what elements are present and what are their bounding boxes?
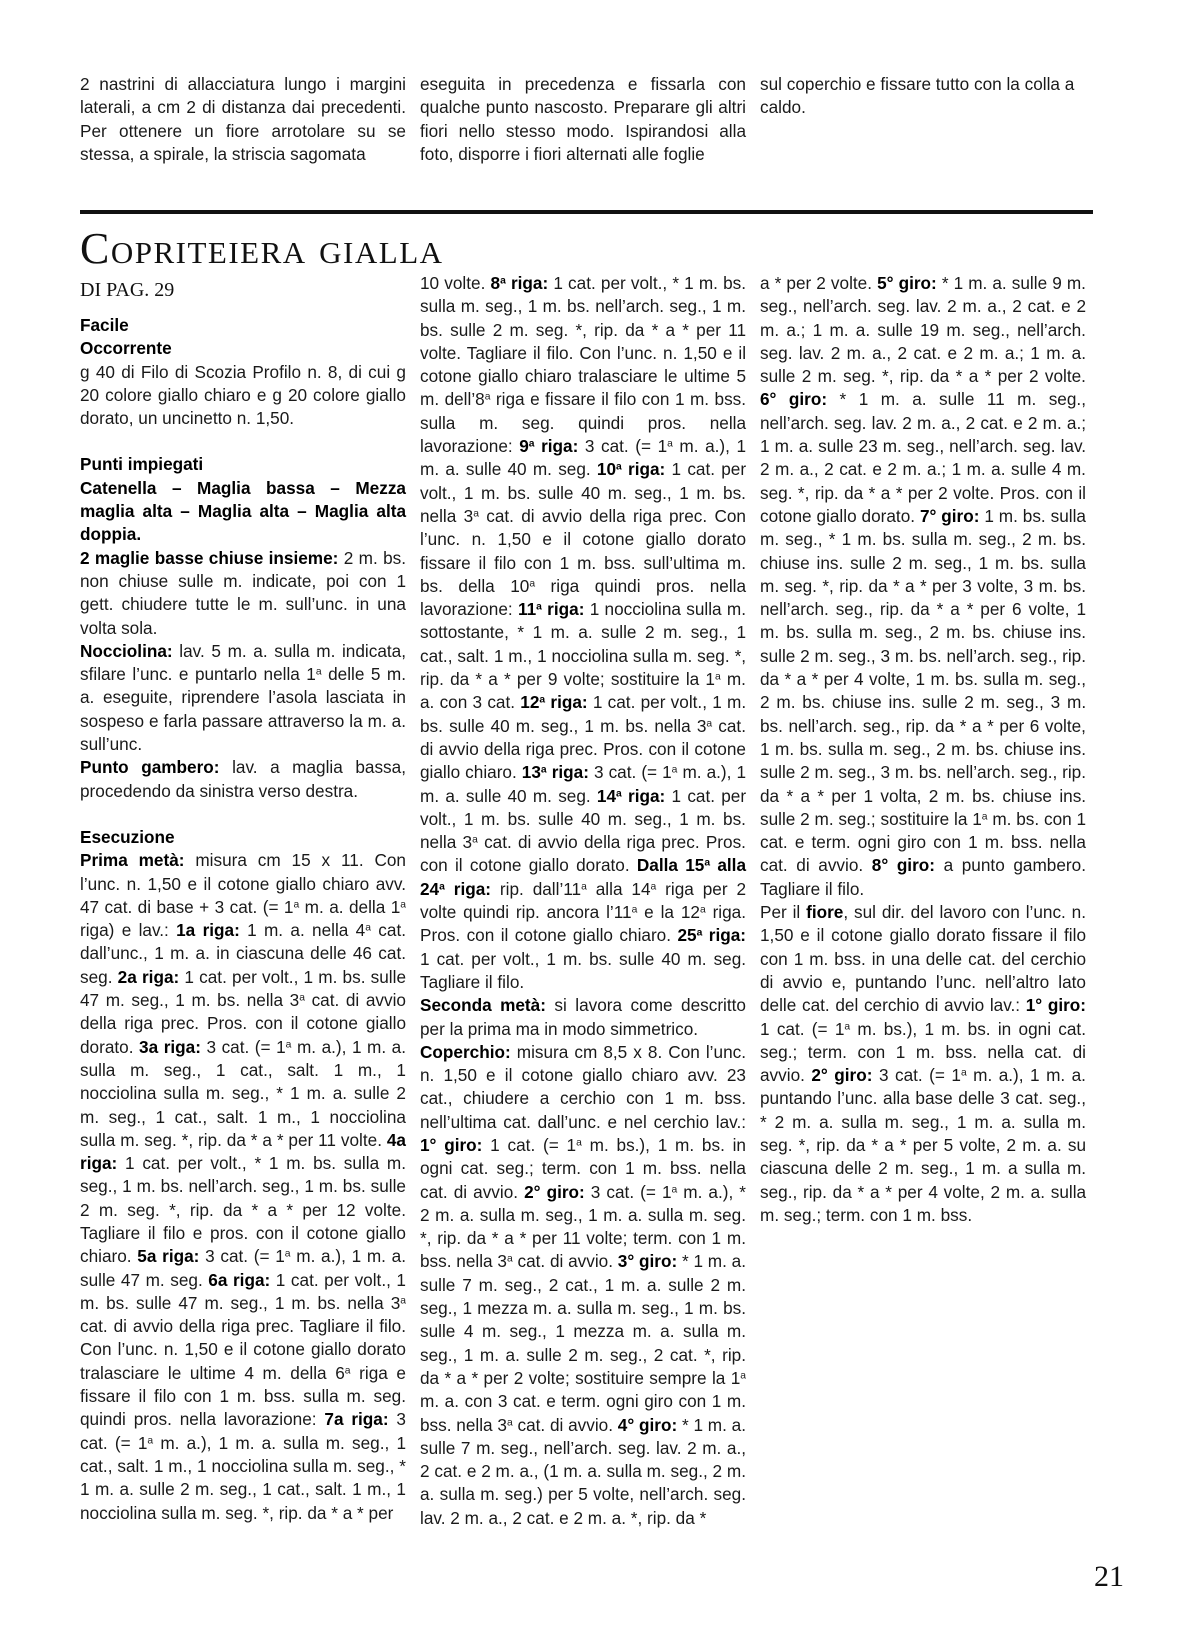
article-column-1 [80, 314, 406, 1525]
section-divider [80, 210, 1093, 214]
article-title: Copriteiera gialla [80, 224, 444, 273]
execution-heading: Esecuzione [80, 826, 175, 847]
stitches-list: Catenella – Maglia bassa – Mezza maglia alta – Maglia alta – Maglia alta doppia. [80, 477, 406, 545]
stitch-definition: Nocciolina: lav. 5 m. a. sulla m. indicata, sfilare l’unc. e puntarlo nella 1$^a$ delle 5 m. a. eseguite, riprendere l’asola lasciata in sospeso e farla passare attraverso la m. a. sull’unc. [80, 640, 407, 755]
stitch-definition: Punto gambero: lav. a maglia bassa, procedendo da sinistra verso destra. [80, 757, 406, 801]
materials-text: g 40 di Filo di Scozia Profilo n. 8, di cui g 20 colore giallo chiaro e g 20 colore giallo dorato, un uncinetto n. 1,50. [80, 361, 406, 429]
stitch-definition: 2 maglie basse chiuse insieme: 2 m. bs. non chiuse sulle m. indicate, poi con 1 gett. chiudere tutte le m. sull’unc. in una volta sola. [80, 547, 407, 638]
body-text: eseguita in precedenza e fissarla con qualche punto nascosto. Preparare gli altri fiori nello stesso modo. Ispirandosi alla foto, disporre i fiori alternati alle foglie [420, 74, 746, 164]
previous-article-column-1 [80, 73, 406, 166]
article-column-3: a * per 2 volte. 5° giro: * 1 m. a. sulle 9 m. seg., nell’arch. seg. lav. 2 m. a., 2 cat. e 2 m. a.; 1 m. a. sulle 19 m. seg., nell’arch. seg. lav. 2 m. a., 2 cat. e 2 m. a.; 1 m. a. sulle 2 m. seg. *, rip. da * a * per 2 volte. 6° giro: * 1 m. a. sulle 11 m. seg., nell’arch. seg. lav. 2 m. a., 2 cat. e 2 m. a.; 1 m. a. sulle 23 m. seg., nell’arch. seg. lav. 2 m. a., 2 cat. e 2 m. a.; 1 m. a. sulle 4 m. seg. *, rip. da * a * per 2 volte. Pros. con il cotone giallo dorato. 7° giro: 1 m. bs. sulla m. seg., * 1 m. bs. sulla m. seg., 2 m. bs. chiuse ins. sulle 2 m. seg., 1 m. bs. sulla m. seg. *, rip. da * a * per 3 volte, 3 m. bs. nell’arch. seg., rip. da * a * per 6 volte, 1 m. bs. sulla m. seg., 2 m. bs. chiuse ins. sulle 2 m. seg., 3 m. bs. nell’arch. seg., rip. da * a * per 4 volte, 1 m. bs. sulla m. seg., 2 m. bs. chiuse ins. sulle 2 m. seg., 3 m. bs. nell’arch. seg., rip. da * a * per 6 volte, 1 m. bs. sulla m. seg., 2 m. bs. chiuse ins. sulle 2 m. seg., 3 m. bs. nell’arch. seg., rip. da * a * per 1 volta, 2 m. bs. chiuse ins. sulle 2 m. seg.; sostituire la 1$^a$ m. bs. con 1 cat. e term. ogni giro con 1 m. bss. nella cat. di avvio. 8° giro: a punto gambero. Tagliare il filo. Per il fiore, sul dir. del lavoro con l’unc. n. 1,50 e il cotone giallo dorato fissare il filo con 1 m. bss. in una delle cat. del cerchio di avvio e, puntando l’unc. nell’altro lato delle cat. del cerchio di avvio lav.: 1° giro: 1 cat. (= 1$^a$ m. bs.), 1 m. bs. in ogni cat. seg.; term. con 1 m. bss. nella cat. di avvio. 2° giro: 3 cat. (= 1$^a$ m. a.), 1 m. a. puntando l’unc. alla base delle 3 cat. seg., * 2 m. a. sulla m. seg., 1 m. a. sulla m. seg. *, rip. da * a * per 5 volte, 2 m. a. su ciascuna delle 2 m. seg., 1 m. a sulla m. seg., rip. da * a * per 4 volte, 2 m. a. sulla m. seg.; term. con 1 m. bss. [760, 273, 1087, 1225]
page-number: 21 [1094, 1560, 1124, 1593]
materials-heading: Occorrente [80, 338, 172, 359]
article-subtitle: DI PAG. 29 [80, 279, 175, 301]
execution-text: Prima metà: misura cm 15 x 11. Con l’unc. n. 1,50 e il cotone giallo chiaro avv. 47 cat. di base + 3 cat. (= $1^a$ m. a. della 1$^a$ riga) e lav.: 1a riga: 1 m. a. nella 4$^a$ cat. dall’unc., 1 m. a. in ciascuna delle 46 cat. seg. 2a riga: 1 cat. per volt., 1 m. bs. sulle 47 m. seg., 1 m. bs. nella 3$^a$ cat. di avvio della riga prec. Pros. con il cotone giallo dorato. 3a riga: 3 cat. (= $1^a$ m. a.), 1 m. a. sulla m. seg., 1 cat., salt. 1 m., 1 nocciolina sulla m. seg., * 1 m. a. sulle 2 m. seg., 1 cat., salt. 1 m., 1 nocciolina sulla m. seg. *, rip. da * a * per 11 volte. 4a riga: 1 cat. per volt., * 1 m. bs. sulla m. seg., 1 m. bs. nell’arch. seg., 1 m. bs. sulle 2 m. seg. *, rip. da * a * per 12 volte. Tagliare il filo e pros. con il cotone giallo chiaro. 5a riga: 3 cat. (= $1^a$ m. a.), 1 m. a. sulle 47 m. seg. 6a riga: 1 cat. per volt., 1 m. bs. sulle 47 m. seg., 1 m. bs. nella 3$^a$ cat. di avvio della riga prec. Tagliare il filo. Con l’unc. n. 1,50 e il cotone giallo dorato tralasciare le ultime 4 m. della 6$^a$ riga e fissare il filo con 1 m. bss. sulla m. seg. quindi pros. nella lavorazione: 7a riga: 3 cat. (= $1^a$ m. a.), 1 m. a. sulla m. seg., 1 cat., salt. 1 m., 1 nocciolina sulla m. seg., * 1 m. a. sulle 2 m. seg., 1 cat., salt. 1 m., 1 nocciolina sulla m. seg. *, rip. da * a * per [80, 850, 407, 1523]
body-text: sul coperchio e fissare tutto con la colla a caldo. [760, 74, 1075, 118]
previous-article-column-2 [420, 73, 746, 166]
difficulty-label: Facile [80, 315, 129, 335]
article-column-2: 10 volte. 8$^a$ riga: 1 cat. per volt., * 1 m. bs. sulla m. seg., 1 m. bs. nell’arch. seg., 1 m. bs. sulle 2 m. seg. *, rip. da * a * per 11 volte. Tagliare il filo. Con l’unc. n. 1,50 e il cotone giallo chiaro tralasciare le ultime 5 m. dell’8$^a$ riga e fissare il filo con 1 m. bss. sulla m. seg. quindi pros. nella lavorazione: 9$^a$ riga: 3 cat. (= 1$^a$ m. a.), 1 m. a. sulle 40 m. seg. 10$^a$ riga: 1 cat. per volt., 1 m. bs. sulle 40 m. seg., 1 m. bs. nella 3$^a$ cat. di avvio della riga prec. Con l’unc. n. 1,50 e il cotone giallo dorato fissare il filo con 1 m. bss. sull’ultima m. bs. della 10$^a$ riga quindi pros. nella lavorazione: 11$^a$ riga: 1 nocciolina sulla m. sottostante, * 1 m. a. sulle 2 m. seg., 1 cat., salt. 1 m., 1 nocciolina sulla m. seg. *, rip. da * a * per 9 volte; sostituire la 1$^a$ m. a. con 3 cat. 12$^a$ riga: 1 cat. per volt., 1 m. bs. sulle 40 m. seg., 1 m. bs. nella 3$^a$ cat. di avvio della riga prec. Pros. con il cotone giallo chiaro. 13$^a$ riga: 3 cat. (= 1$^a$ m. a.), 1 m. a. sulle 40 m. seg. 14$^a$ riga: 1 cat. per volt., 1 m. bs. sulle 40 m. seg., 1 m. bs. nella 3$^a$ cat. di avvio della riga prec. Pros. con il cotone giallo dorato. Dalla 15$^a$ alla 24$^a$ riga: rip. dall’11$^a$ alla 14$^a$ riga per 2 volte quindi rip. ancora l’11$^a$ e la 12$^a$ riga. Pros. con il cotone giallo chiaro. 25$^a$ riga: 1 cat. per volt., 1 m. bs. sulle 40 m. seg. Tagliare il filo. Seconda metà: si lavora come descritto per la prima ma in modo simmetrico. Coperchio: misura cm 8,5 x 8. Con l’unc. n. 1,50 e il cotone giallo chiaro avv. 23 cat., chiudere a cerchio con 1 m. bss. nell’ultima cat. dall’unc. e nel cerchio lav.: 1° giro: 1 cat. (= $1^a$ m. bs.), 1 m. bs. in ogni cat. seg.; term. con 1 m. bss. nella cat. di avvio. 2° giro: 3 cat. (= $1^a$ m. a.), * 2 m. a. sulla m. seg., 1 m. a. sulla m. seg. *, rip. da * a * per 11 volte; term. con 1 m. bss. nella 3$^a$ cat. di avvio. 3° giro: * 1 m. a. sulle 7 m. seg., 2 cat., 1 m. a. sulle 2 m. seg., 1 mezza m. a. sulla m. seg., 1 m. bs. sulle 4 m. seg., 1 mezza m. a. sulla m. seg., 1 m. a. sulle 2 m. seg., 2 cat. *, rip. da * a * per 2 volte; sostituire sempre la 1$^a$ m. a. con 3 cat. e term. ogni giro con 1 m. bss. nella 3$^a$ cat. di avvio. 4° giro: * 1 m. a. sulle 7 m. seg., nell’arch. seg. lav. 2 m. a., 2 cat. e 2 m. a., (1 m. a. sulla m. seg., 2 m. a. sulla m. seg.) per 5 volte, nell’arch. seg. lav. 2 m. a., 2 cat. e 2 m. a. *, rip. da * [420, 273, 747, 1528]
stitches-heading: Punti impiegati [80, 454, 204, 475]
previous-article-column-3 [760, 73, 1090, 120]
body-text: 2 nastrini di allacciatura lungo i margini laterali, a cm 2 di distanza dai precedenti. Per ottenere un fiore arrotolare su se stessa, a spirale, la striscia sagomata [80, 74, 406, 164]
